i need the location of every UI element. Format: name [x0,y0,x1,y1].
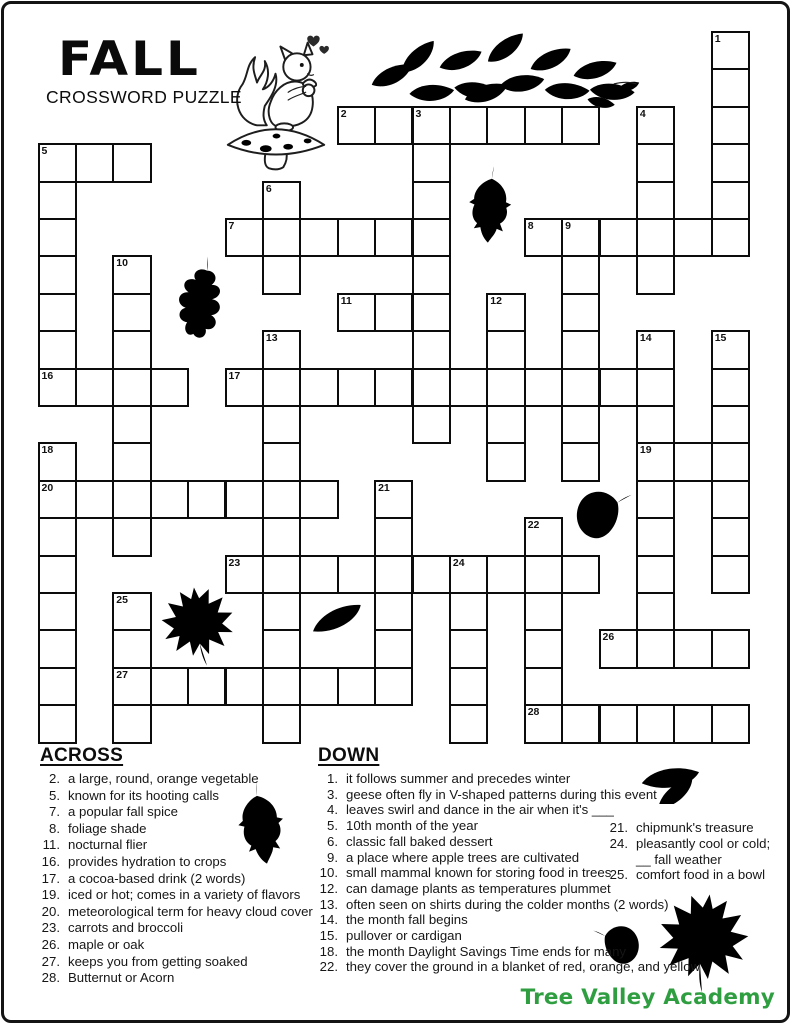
grid-cell[interactable] [524,517,563,556]
grid-cell[interactable] [337,368,376,407]
clue-text: pullover or cardigan [346,928,462,944]
grid-cell[interactable] [150,667,189,706]
grid-cell[interactable] [38,442,77,481]
clue-number: 23. [41,920,60,936]
grid-cell[interactable] [374,517,413,556]
grid-cell[interactable] [524,592,563,631]
down-heading: DOWN [318,745,380,766]
clue-item [34,771,324,788]
grid-cell[interactable] [711,442,750,481]
grid-cell[interactable] [262,704,301,743]
grid-cell-number: 19 [639,444,652,457]
clue-text: they cover the ground in a blanket of red, orange, and yellow [346,959,701,975]
grid-cell[interactable] [38,143,77,182]
clue-number: 20. [41,903,60,919]
grid-cell[interactable] [299,368,338,407]
grid-cell[interactable] [112,517,151,556]
grid-cell[interactable] [524,667,563,706]
grid-cell[interactable] [711,405,750,444]
clue-number: 22. [319,959,338,975]
grid-cell-number: 17 [228,369,241,382]
clue-item [312,944,752,960]
grid-cell[interactable] [38,592,77,631]
grid-cell[interactable] [636,704,675,743]
grid-cell[interactable] [299,218,338,257]
grid-cell[interactable] [262,667,301,706]
grid-cell[interactable] [711,181,750,220]
clue-number: 21. [609,820,628,835]
grid-cell[interactable] [374,106,413,145]
clue-text: Butternut or Acorn [68,970,175,986]
grid-cell-number: 28 [527,706,540,719]
grid-cell[interactable] [112,667,151,706]
grid-cell[interactable] [38,667,77,706]
clue-item [34,904,324,921]
grid-cell[interactable] [673,442,712,481]
grid-cell[interactable] [225,480,264,519]
grid-cell-number: 21 [378,481,390,494]
grid-cell[interactable] [374,293,413,332]
grid-cell[interactable] [524,368,563,407]
grid-cell-number: 6 [265,182,272,195]
grid-cell[interactable] [599,368,638,407]
grid-cell[interactable] [636,143,675,182]
grid-cell[interactable] [38,368,77,407]
clue-text: provides hydration to crops [68,853,227,869]
grid-cell[interactable] [75,368,114,407]
grid-cell[interactable] [112,255,151,294]
grid-cell-number: 22 [527,519,540,532]
grid-cell-number: 14 [639,332,652,345]
clue-number: 7. [49,804,60,820]
clue-text: maple or oak [68,936,145,952]
grid-cell[interactable] [262,517,301,556]
grid-cell[interactable] [38,480,77,519]
grid-cell[interactable] [561,442,600,481]
grid-cell[interactable] [412,555,451,594]
page-title: FALL [58,31,201,87]
grid-cell[interactable] [636,405,675,444]
grid-cell[interactable] [299,555,338,594]
clue-item [34,887,324,904]
brand-text: Tree Valley Academy [520,985,775,1010]
grid-cell[interactable] [636,181,675,220]
clue-item [34,871,324,888]
grid-cell[interactable] [449,629,488,668]
grid-cell[interactable] [636,218,675,257]
grid-cell[interactable] [225,218,264,257]
clue-number: 13. [319,896,338,912]
clue-item [602,836,780,868]
grid-cell[interactable] [711,555,750,594]
grid-cell[interactable] [374,629,413,668]
grid-cell[interactable] [112,629,151,668]
grid-cell[interactable] [187,480,226,519]
grid-cell-number: 16 [41,369,54,382]
grid-cell[interactable] [112,442,151,481]
grid-cell[interactable] [337,555,376,594]
grid-cell[interactable] [449,704,488,743]
grid-cell[interactable] [561,704,600,743]
clue-number: 5. [327,818,338,834]
grid-cell[interactable] [262,629,301,668]
clue-number: 11. [42,837,60,853]
clue-text: leaves swirl and dance in the air when it's ___ [346,802,614,818]
grid-cell[interactable] [262,330,301,369]
grid-cell-number: 13 [265,332,278,345]
grid-cell[interactable] [75,480,114,519]
clue-number: 1. [327,771,338,786]
grid-cell[interactable] [449,667,488,706]
down-clue-list-right [602,820,780,883]
clue-item [312,897,752,913]
grid-cell-number: 1 [714,33,721,45]
grid-cell[interactable] [486,330,525,369]
grid-cell[interactable] [486,555,525,594]
grid-cell[interactable] [636,592,675,631]
clue-text: keeps you from getting soaked [68,953,248,969]
grid-cell[interactable] [38,704,77,743]
grid-cell[interactable] [262,368,301,407]
clue-text: chipmunk's treasure [636,820,754,835]
grid-cell[interactable] [524,629,563,668]
clue-item [602,867,780,883]
grid-cell[interactable] [374,592,413,631]
clue-text: a place where apple trees are cultivated [346,849,580,865]
clue-text: classic fall baked dessert [346,833,493,849]
grid-cell[interactable] [711,143,750,182]
grid-cell[interactable] [599,629,638,668]
grid-cell[interactable] [374,480,413,519]
page-subtitle: CROSSWORD PUZZLE [46,87,242,107]
clue-text: carrots and broccoli [68,920,184,936]
clue-text: a large, round, orange vegetable [68,771,259,786]
clue-text: pleasantly cool or cold; __ fall weather [636,835,771,867]
grid-cell-number: 15 [714,332,727,345]
clue-text: known for its hooting calls [68,787,219,803]
grid-cell[interactable] [299,667,338,706]
grid-cell-number: 4 [639,107,646,120]
clue-number: 24. [609,835,628,851]
grid-cell[interactable] [412,181,451,220]
clue-number: 28. [41,970,60,986]
grid-cell[interactable] [486,442,525,481]
grid-cell[interactable] [673,629,712,668]
grid-cell[interactable] [337,293,376,332]
grid-cell[interactable] [38,330,77,369]
clue-number: 5. [49,787,60,803]
clue-item [34,804,324,821]
clue-number: 12. [319,880,338,896]
grid-cell[interactable] [561,293,600,332]
grid-cell[interactable] [112,368,151,407]
clue-text: meteorological term for heavy cloud cover [68,903,313,919]
grid-cell-number: 27 [116,668,128,681]
clue-text: geese often fly in V-shaped patterns during this event [346,786,657,802]
grid-cell[interactable] [38,293,77,332]
grid-cell[interactable] [299,480,338,519]
across-clue-list [34,771,324,987]
clue-text: small mammal known for storing food in trees [346,865,612,881]
clue-item [312,881,752,897]
grid-cell[interactable] [412,143,451,182]
grid-cell[interactable] [112,293,151,332]
clue-text: foliage shade [68,820,147,836]
grid-cell[interactable] [561,218,600,257]
clue-number: 10. [319,865,338,881]
clue-text: can damage plants as temperatures plummet [346,880,611,896]
grid-cell[interactable] [711,68,750,107]
grid-cell[interactable] [112,143,151,182]
clue-number: 16. [41,853,60,869]
grid-cell[interactable] [711,480,750,519]
grid-cell[interactable] [449,106,488,145]
grid-cell[interactable] [262,255,301,294]
grid-cell[interactable] [561,106,600,145]
clue-item [34,854,324,871]
grid-cell-number: 24 [452,556,465,569]
clue-item [312,787,752,803]
grid-cell-number: 5 [41,145,48,158]
grid-cell-number: 7 [228,220,235,232]
grid-cell[interactable] [412,405,451,444]
grid-cell[interactable] [486,368,525,407]
grid-cell[interactable] [412,255,451,294]
grid-cell[interactable] [374,218,413,257]
grid-cell-number: 20 [41,481,54,494]
grid-cell[interactable] [636,106,675,145]
grid-cell[interactable] [262,442,301,481]
grid-cell[interactable] [636,480,675,519]
clue-text: comfort food in a bowl [636,867,766,883]
grid-cell[interactable] [262,181,301,220]
clue-text: the month Daylight Savings Time ends for many [346,943,627,959]
grid-cell[interactable] [112,480,151,519]
grid-cell[interactable] [112,592,151,631]
grid-cell[interactable] [38,181,77,220]
clue-number: 6. [327,833,338,849]
grid-cell-number: 10 [116,257,128,270]
grid-cell[interactable] [38,255,77,294]
clue-item [34,837,324,854]
grid-cell-number: 23 [228,556,241,569]
clue-number: 26. [41,936,60,952]
grid-cell[interactable] [112,704,151,743]
grid-cell[interactable] [524,555,563,594]
grid-cell[interactable] [112,330,151,369]
clue-text: a cocoa-based drink (2 words) [68,870,246,886]
clue-item [34,970,324,987]
grid-cell[interactable] [449,555,488,594]
grid-cell[interactable] [599,704,638,743]
grid-cell[interactable] [374,368,413,407]
grid-cell[interactable] [561,368,600,407]
clue-item [34,788,324,805]
grid-cell[interactable] [524,218,563,257]
grid-cell[interactable] [486,106,525,145]
clue-item [34,937,324,954]
clue-number: 2. [49,771,60,786]
grid-cell[interactable] [486,293,525,332]
grid-cell[interactable] [561,555,600,594]
clue-text: often seen on shirts during the colder months (2 words) [346,896,669,912]
grid-cell[interactable] [38,629,77,668]
clue-number: 15. [319,928,338,944]
grid-cell-number: 8 [527,220,534,232]
clue-number: 4. [327,802,338,818]
grid-cell-number: 3 [415,107,422,120]
grid-cell[interactable] [225,555,264,594]
grid-cell-number: 12 [490,294,502,307]
grid-cell[interactable] [412,330,451,369]
clue-number: 17. [41,870,60,886]
grid-cell[interactable] [262,555,301,594]
clue-item [312,928,752,944]
grid-cell[interactable] [636,442,675,481]
grid-cell[interactable] [636,517,675,556]
grid-cell[interactable] [561,255,600,294]
grid-cell[interactable] [337,106,376,145]
grid-cell[interactable] [524,106,563,145]
grid-cell[interactable] [599,218,638,257]
grid-cell-number: 2 [340,107,347,120]
grid-cell[interactable] [486,405,525,444]
grid-cell[interactable] [711,704,750,743]
clue-text: 10th month of the year [346,818,478,834]
clue-item [602,820,780,836]
grid-cell[interactable] [75,143,114,182]
grid-cell[interactable] [673,218,712,257]
grid-cell[interactable] [262,218,301,257]
grid-cell[interactable] [187,667,226,706]
clue-item [312,912,752,928]
grid-cell[interactable] [225,368,264,407]
grid-cell[interactable] [150,480,189,519]
clue-text: nocturnal flier [68,837,148,853]
grid-cell[interactable] [636,629,675,668]
across-heading: ACROSS [40,745,124,766]
grid-cell[interactable] [412,218,451,257]
grid-cell[interactable] [636,255,675,294]
grid-cell[interactable] [673,704,712,743]
grid-cell[interactable] [38,517,77,556]
clue-number: 18. [319,943,338,959]
grid-cell[interactable] [38,218,77,257]
clue-item [34,821,324,838]
clue-number: 3. [327,786,338,802]
grid-cell-number: 18 [41,444,54,457]
grid-cell[interactable] [561,405,600,444]
grid-cell[interactable] [374,667,413,706]
grid-cell[interactable] [711,31,750,70]
grid-cell[interactable] [636,368,675,407]
clue-number: 27. [41,953,60,969]
grid-cell[interactable] [38,555,77,594]
grid-cell[interactable] [337,218,376,257]
grid-cell[interactable] [524,704,563,743]
grid-cell[interactable] [112,405,151,444]
clue-text: iced or hot; comes in a variety of flavors [68,887,301,903]
clue-number: 14. [319,912,338,928]
grid-cell[interactable] [262,405,301,444]
grid-cell[interactable] [711,629,750,668]
grid-cell[interactable] [412,106,451,145]
clue-item [34,954,324,971]
clue-text: it follows summer and precedes winter [346,771,571,786]
grid-cell[interactable] [636,330,675,369]
grid-cell[interactable] [374,555,413,594]
grid-cell[interactable] [711,106,750,145]
grid-cell[interactable] [225,667,264,706]
grid-cell[interactable] [561,330,600,369]
grid-cell[interactable] [711,368,750,407]
grid-cell[interactable] [412,293,451,332]
clue-text: the month fall begins [346,912,468,928]
grid-cell[interactable] [711,330,750,369]
grid-cell[interactable] [449,592,488,631]
clue-item [34,920,324,937]
grid-cell-number: 25 [116,594,128,606]
clue-number: 8. [49,820,60,836]
grid-cell[interactable] [262,592,301,631]
grid-cell[interactable] [412,368,451,407]
clue-number: 19. [41,887,60,903]
clue-text: a popular fall spice [68,804,178,820]
clue-number: 25. [609,867,628,883]
grid-cell-number: 9 [565,220,571,232]
grid-cell[interactable] [711,517,750,556]
grid-cell[interactable] [262,480,301,519]
clue-item [312,771,752,787]
clue-item [312,959,752,975]
grid-cell-number: 11 [340,294,352,307]
grid-cell[interactable] [337,667,376,706]
grid-cell-number: 26 [602,631,615,644]
grid-cell[interactable] [449,368,488,407]
grid-cell[interactable] [636,555,675,594]
clue-number: 9. [327,849,338,865]
clue-item [312,802,752,818]
grid-cell[interactable] [711,218,750,257]
grid-cell[interactable] [150,368,189,407]
